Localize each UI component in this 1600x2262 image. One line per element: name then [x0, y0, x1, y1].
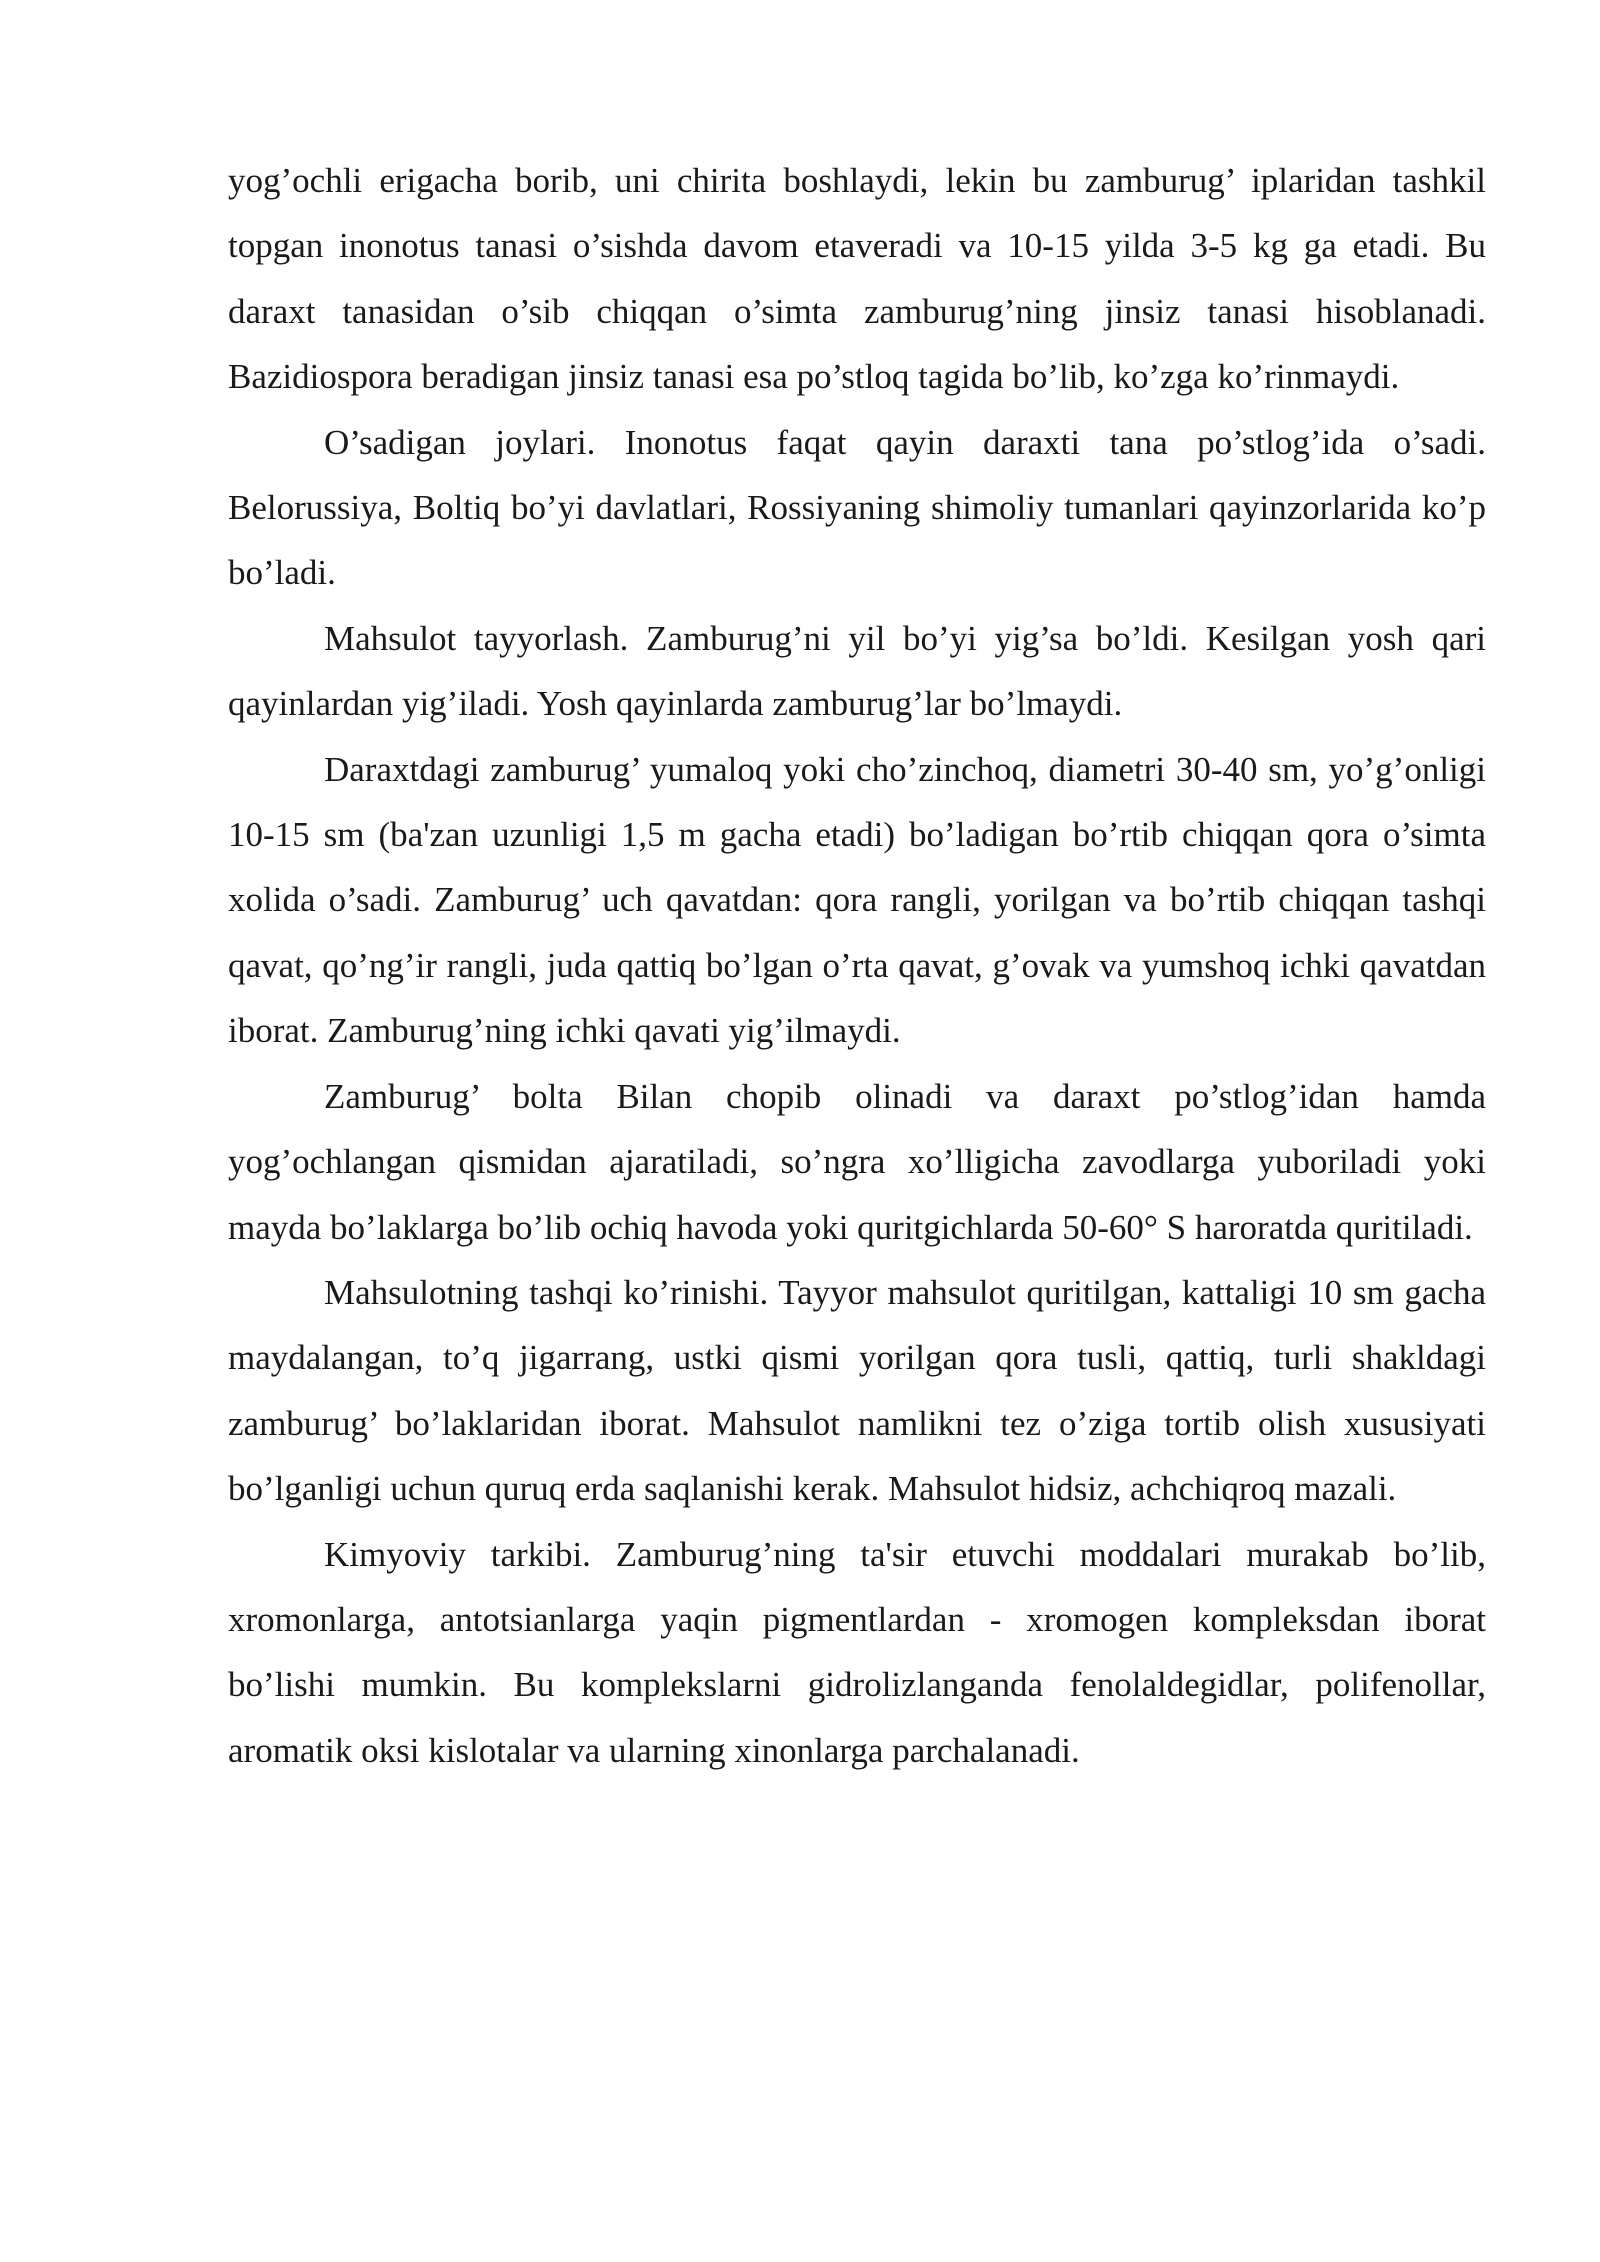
paragraph-harvesting: Mahsulot tayyorlash. Zamburug’ni yil bo’yi yig’sa bo’ldi. Kesilgan yosh qari qayinlardan yig’iladi. Yosh qayinlarda zamburug’lar bo’lmaydi.	[228, 618, 1486, 724]
paragraph-growing-places: O’sadigan joylari. Inonotus faqat qayin daraxti tana po’stlog’ida o’sadi. Belorussiya, Boltiq bo’yi davlatlari, Rossiyaning shimoliy tumanlari qayinzorlarida ko’p bo’ladi.	[228, 422, 1486, 593]
document-body	[228, 148, 1486, 1783]
paragraph-fungus-description: Daraxtdagi zamburug’ yumaloq yoki cho’zinchoq, diametri 30-40 sm, yo’g’onligi 10-15 sm (ba'zan uzunligi 1,5 m gacha etadi) bo’ladigan bo’rtib chiqqan qora o’simta xolida o’sadi. Zamburug’ uch qavatdan: qora rangli, yorilgan va bo’rtib chiqqan tashqi qavat, qo’ng’ir rangli, juda qattiq bo’lgan o’rta qavat, g’ovak va yumshoq ichki qavatdan iborat. Zamburug’ning ichki qavati yig’ilmaydi.	[228, 749, 1486, 1051]
paragraph-continuation: yog’ochli erigacha borib, uni chirita boshlaydi, lekin bu zamburug’ iplaridan tashkil topgan inonotus tanasi o’sishda davom etaveradi va 10-15 yilda 3-5 kg ga etadi. Bu daraxt tanasidan o’sib chiqqan o’simta zamburug’ning jinsiz tanasi hisoblanadi. Bazidiospora beradigan jinsiz tanasi esa po’stloq tagida bo’lib, ko’zga ko’rinmaydi.	[228, 161, 1486, 397]
paragraph-collection-drying: Zamburug’ bolta Bilan chopib olinadi va daraxt po’stlog’idan hamda yog’ochlangan qismidan ajaratiladi, so’ngra xo’lligicha zavodlarga yuboriladi yoki mayda bo’laklarga bo’lib ochiq havoda yoki quritgichlarda 50-60° S haroratda quritiladi.	[228, 1076, 1486, 1247]
paragraph-appearance: Mahsulotning tashqi ko’rinishi. Tayyor mahsulot quritilgan, kattaligi 10 sm gacha maydalangan, to’q jigarrang, ustki qismi yorilgan qora tusli, qattiq, turli shakldagi zamburug’ bo’laklaridan iborat. Mahsulot namlikni tez o’ziga tortib olish xususiyati bo’lganligi uchun quruq erda saqlanishi kerak. Mahsulot hidsiz, achchiqroq mazali.	[228, 1272, 1486, 1509]
paragraph-chemical-composition: Kimyoviy tarkibi. Zamburug’ning ta'sir etuvchi moddalari murakab bo’lib, xromonlarga, antotsianlarga yaqin pigmentlardan - xromogen kompleksdan iborat bo’lishi mumkin. Bu komplekslarni gidrolizlanganda fenolaldegidlar, polifenollar, aromatik oksi kislotalar va ularning xinonlarga parchalanadi.	[228, 1534, 1486, 1770]
